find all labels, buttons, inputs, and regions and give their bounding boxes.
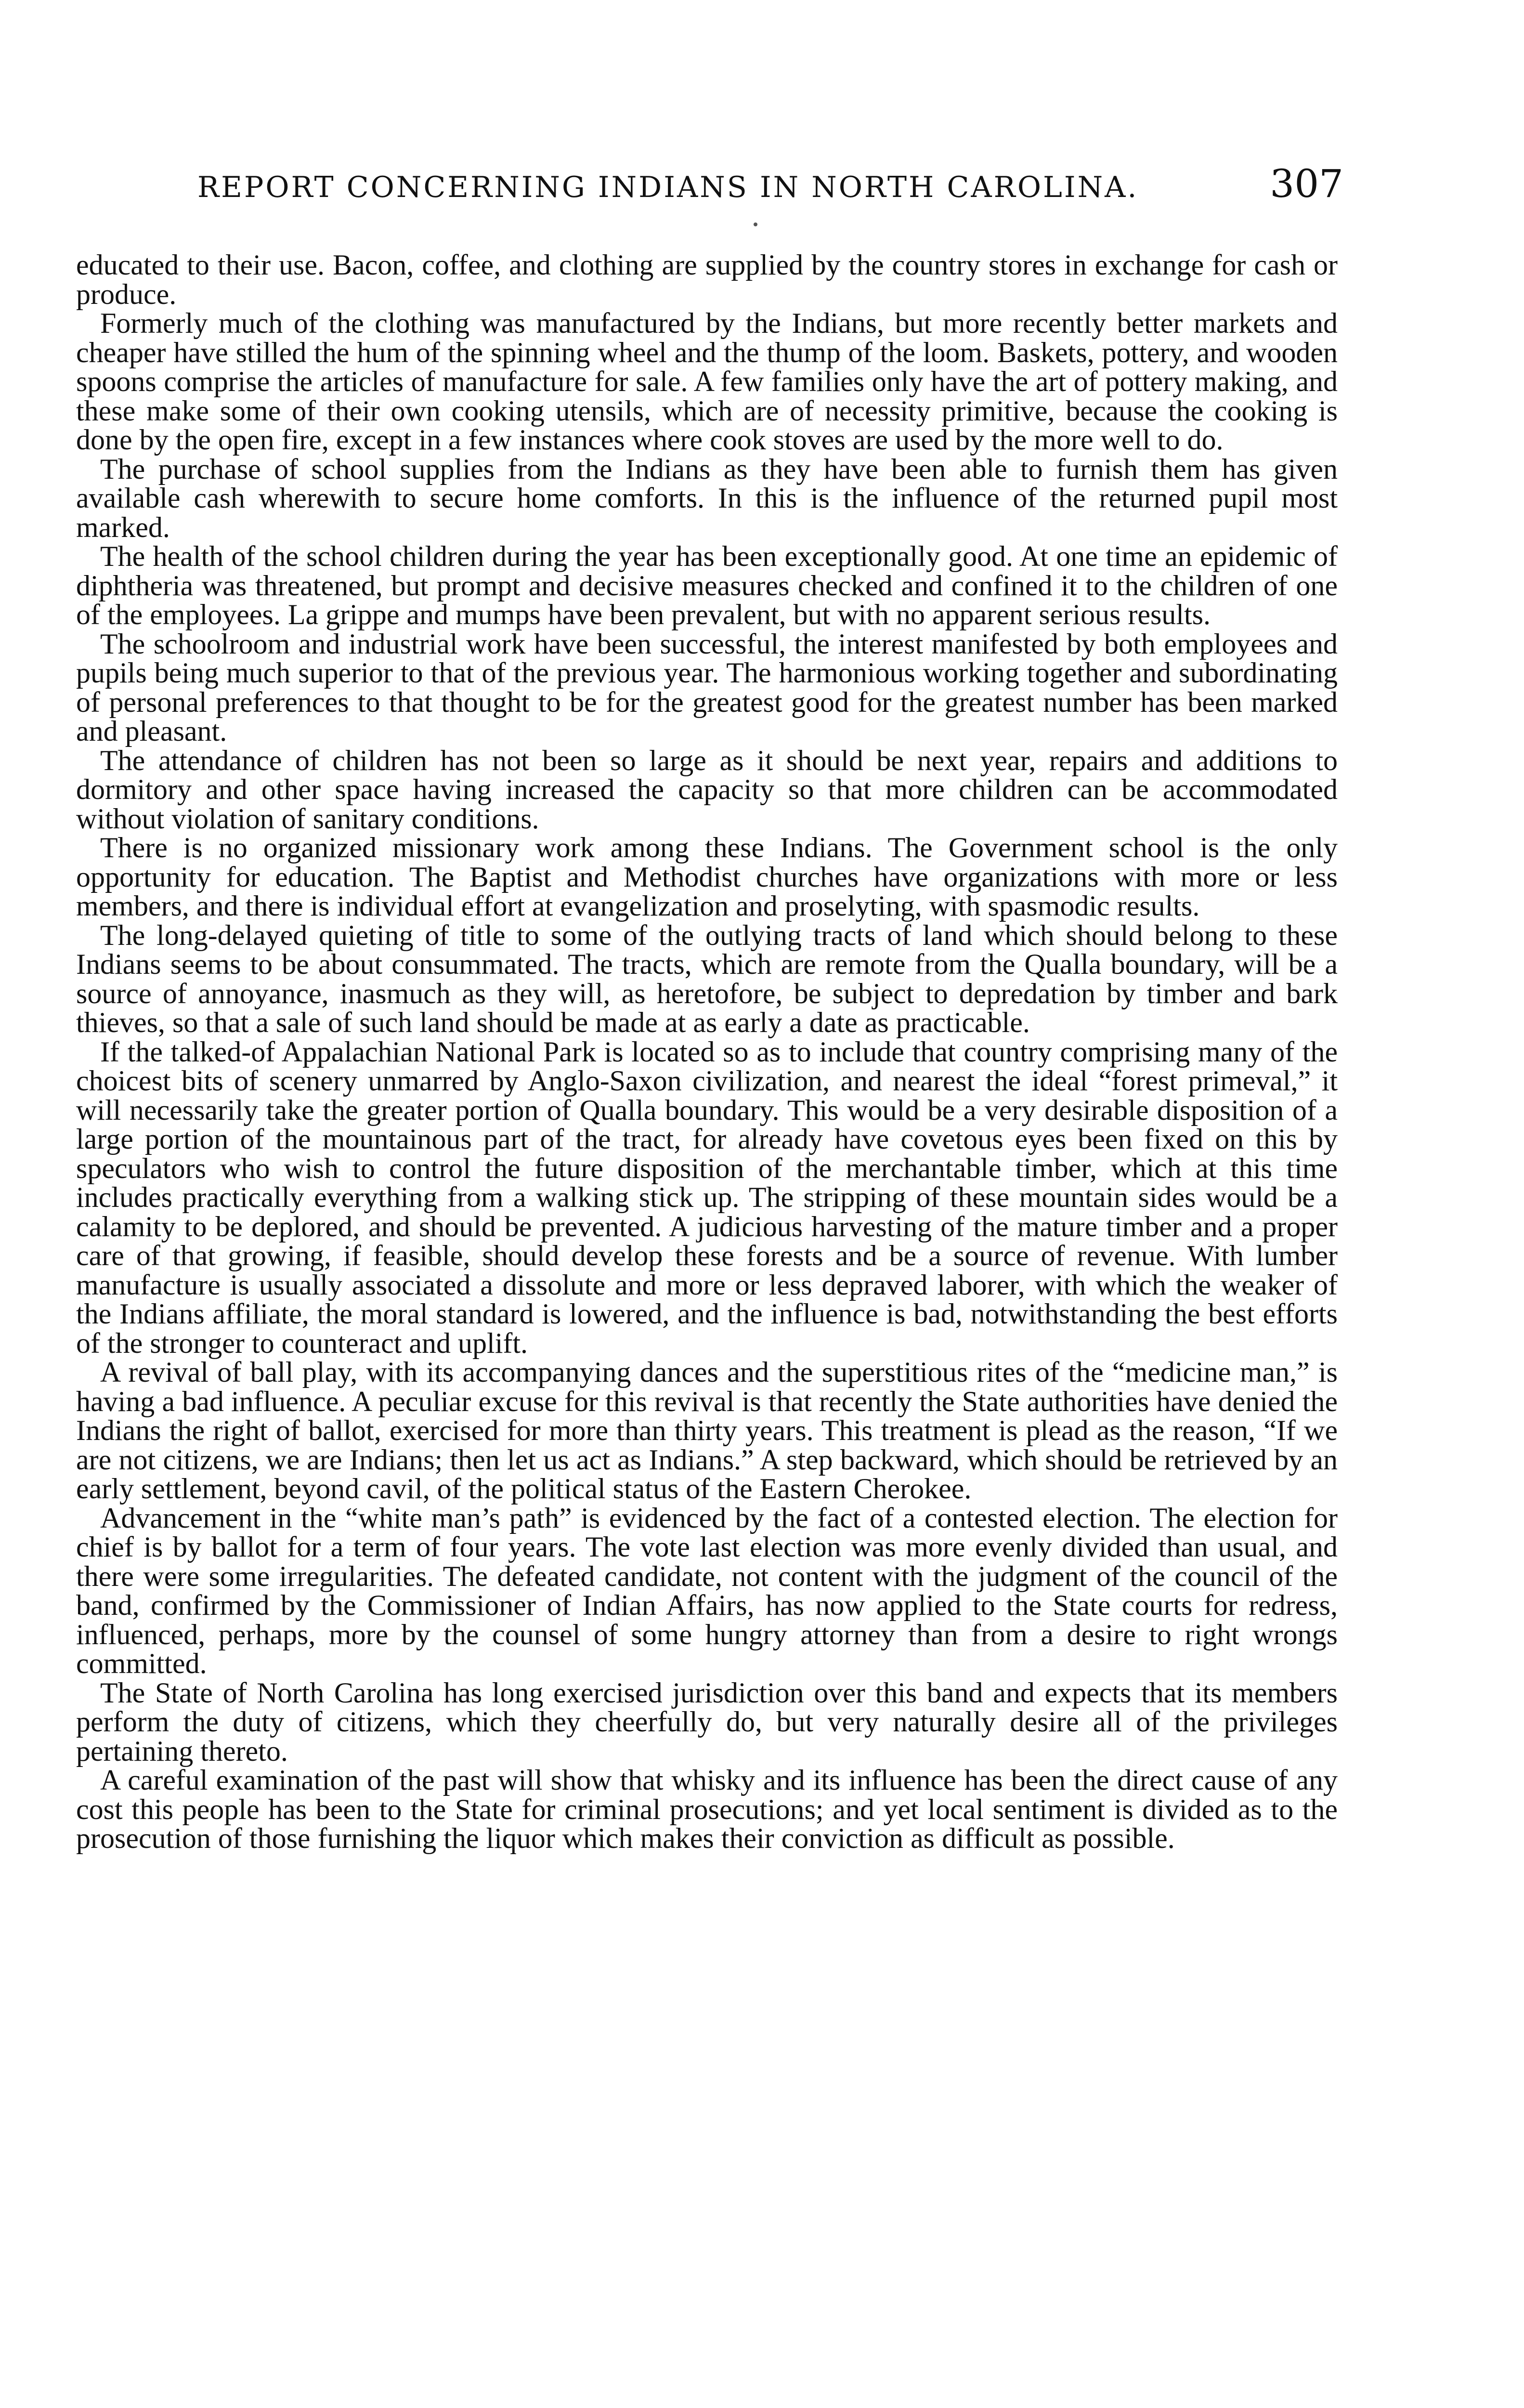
paragraph-missionary: There is no organized missionary work among these Indians. The Government school is the only opportunity for education. The Baptist and Methodist churches have organizations with more or less members, and there is individual effort at evangelization and proselyting, with spasmodic results. (76, 832, 1338, 922)
printing-speck (754, 222, 757, 226)
paragraph-ball-play: A revival of ball play, with its accompanying dances and the superstitious rites of the “medicine man,” is having a bad influence. A peculiar excuse for this revival is that recently the State authorities have denied the Indians the right of ballot, exercised for more than thirty years. This treatment is plead as the reason, “If we are not citizens, we are Indians; then let us act as Indians.” A step backward, which should be retrieved by an early settlement, beyond cavil, of the political status of the Eastern Cherokee. (76, 1356, 1338, 1505)
paragraph-manufacture: Formerly much of the clothing was manufactured by the Indians, but more recently better markets and cheaper have stilled the hum of the spinning wheel and the thump of the loom. Baskets, pottery, and wooden spoons comprise the articles of manufacture for sale. A few families only have the art of pottery making, and these make some of their own cooking utensils, which are of necessity primitive, because the cooking is done by the open fire, except in a few instances where cook stoves are used by the more well to do. (76, 307, 1338, 456)
report-body (76, 250, 1338, 1853)
paragraph-whisky: A careful examination of the past will show that whisky and its influence has been the direct cause of any cost this people has been to the State for criminal prosecutions; and yet local sentiment is divided as to the prosecution of those furnishing the liquor which makes their conviction as difficult as possible. (76, 1764, 1338, 1854)
paragraph-health: The health of the school children during the year has been exceptionally good. At one time an epidemic of diphtheria was threatened, but prompt and decisive measures checked and confined it to the children of one of the employees. La grippe and mumps have been prevalent, but with no apparent serious results. (76, 540, 1338, 630)
paragraph-land-title: The long-delayed quieting of title to some of the outlying tracts of land which should belong to these Indians seems to be about consummated. The tracts, which are remote from the Qualla boundary, will be a source of annoyance, inasmuch as they will, as heretofore, be subject to depredation by timber and bark thieves, so that a sale of such land should be made at as early a date as practicable. (76, 919, 1338, 1038)
paragraph-continued: educated to their use. Bacon, coffee, and clothing are supplied by the country stores in exchange for cash or produce. (76, 249, 1338, 310)
paragraph-school-supplies: The purchase of school supplies from the Indians as they have been able to furnish them has given available cash wherewith to secure home comforts. In this is the influence of the returned pupil most marked. (76, 453, 1338, 543)
page-number: 307 (1270, 161, 1343, 206)
paragraph-election: Advancement in the “white man’s path” is evidenced by the fact of a contested election. The election for chief is by ballot for a term of four years. The vote last election was more evenly divided than usual, and there were some irregularities. The defeated candidate, not content with the judgment of the council of the band, confirmed by the Commissioner of Indian Affairs, has now applied to the State courts for redress, influenced, perhaps, more by the counsel of some hungry attorney than from a desire to right wrongs committed. (76, 1502, 1338, 1679)
paragraph-schoolroom: The schoolroom and industrial work have been successful, the interest manifested by both employees and pupils being much superior to that of the previous year. The harmonious working together and subordinating of personal preferences to that thought to be for the greatest good for the greatest number has been marked and pleasant. (76, 628, 1338, 747)
paragraph-national-park: If the talked-of Appalachian National Park is located so as to include that country comprising many of the choicest bits of scenery unmarred by Anglo-Saxon civilization, and nearest the ideal “forest primeval,” it will necessarily take the greater portion of Qualla boundary. This would be a very desirable disposition of a large portion of the mountainous part of the tract, for already have covetous eyes been fixed on this by speculators who wish to control the future disposition of the merchantable timber, which at this time includes practically everything from a walking stick up. The stripping of these mountain sides would be a calamity to be deplored, and should be prevented. A judicious harvesting of the mature timber and a proper care of that growing, if feasible, should develop these forests and be a source of revenue. With lumber manufacture is usually associated a dissolute and more or less depraved laborer, with which the weaker of the Indians affiliate, the moral standard is lowered, and the influence is bad, notwithstanding the best efforts of the stronger to counteract and uplift. (76, 1035, 1338, 1359)
paragraph-attendance: The attendance of children has not been so large as it should be next year, repairs and additions to dormitory and other space having increased the capacity so that more children can be accommodated without violation of sanitary conditions. (76, 744, 1338, 835)
paragraph-jurisdiction: The State of North Carolina has long exercised jurisdiction over this band and expects that its members perform the duty of citizens, which they cheerfully do, but very naturally desire all of the privileges pertaining thereto. (76, 1676, 1338, 1767)
running-head: REPORT CONCERNING INDIANS IN NORTH CAROLINA. (197, 170, 1139, 204)
page-header (197, 161, 1343, 209)
